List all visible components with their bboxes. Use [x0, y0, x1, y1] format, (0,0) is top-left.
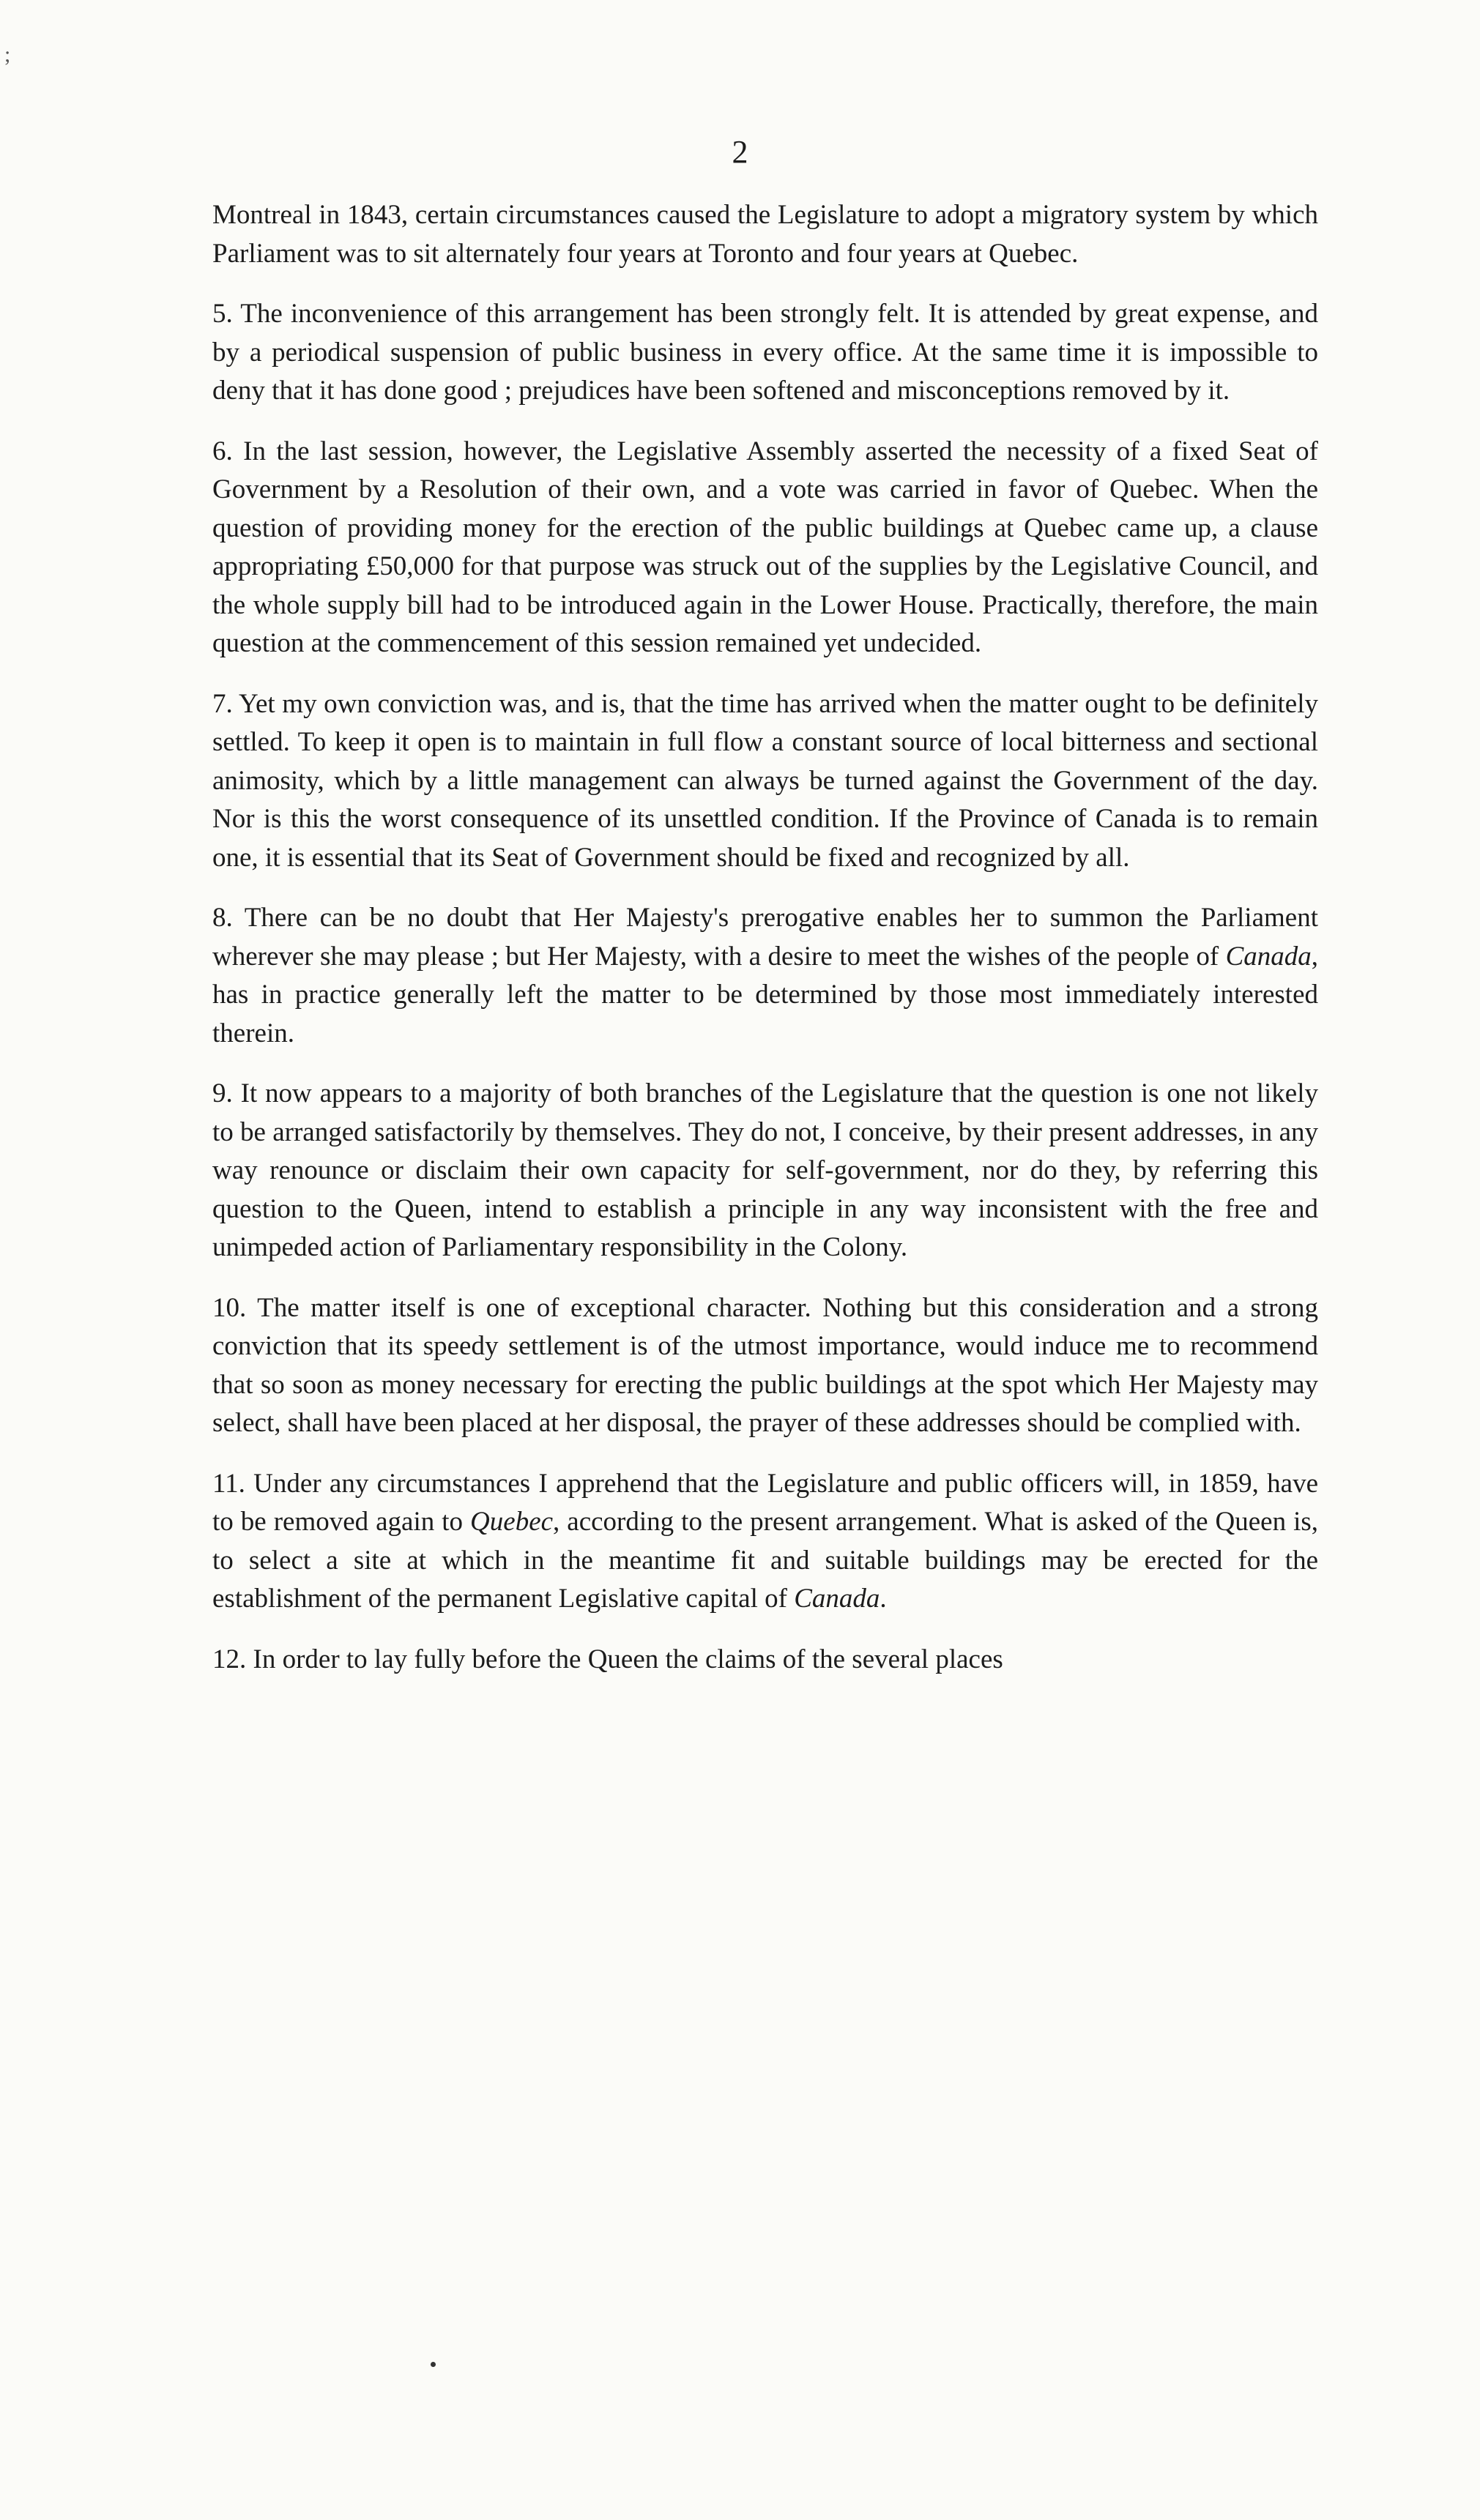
paragraph-number: 6. — [212, 436, 233, 466]
paragraph-5 — [212, 295, 1318, 411]
paragraph-number: 9. — [212, 1078, 233, 1108]
stray-mark: ; — [4, 42, 11, 67]
paragraph-text: The matter itself is one of exceptional character. Nothing but this consideration and a strong conviction that its speedy settlement is of the utmost importance, would induce me to recommend that so soon as money necessary for erecting the public buildings at the spot which Her Majesty may select, shall have been placed at her disposal, the prayer of these addresses should be complied with. — [212, 1292, 1318, 1438]
paragraph-7 — [212, 685, 1318, 878]
paragraph-text: , according to the present arrangement. What is asked of the Queen is, to select a site at which in the meantime fit and suitable buildings may be erected for the establishment of the permanent Legislative capital of — [212, 1507, 1318, 1614]
paragraph-text: Under any circumstances I apprehend that the Legislature and public officers will, in 1859, have to be removed again to — [212, 1468, 1318, 1537]
paragraph-number: 5. — [212, 299, 233, 329]
paragraph-number: 11. — [212, 1468, 245, 1499]
paragraph-11 — [212, 1465, 1318, 1619]
paragraph-text: The inconvenience of this arrangement has been strongly felt. It is attended by great expense, and by a periodical suspension of public business in every office. At the same time it is impossible to deny that it has done good ; prejudices have been softened and misconceptions removed by it. — [212, 299, 1318, 406]
paragraph-6 — [212, 433, 1318, 663]
paragraph-4-continuation — [212, 196, 1318, 273]
paragraph-text: In order to lay fully before the Queen the claims of the several places — [253, 1644, 1003, 1674]
paragraph-text: . — [880, 1584, 887, 1614]
paragraph-number: 12. — [212, 1644, 247, 1674]
paragraph-number: 7. — [212, 688, 233, 719]
body-text — [212, 196, 1318, 1701]
paragraph-9 — [212, 1075, 1318, 1267]
italic-place-name: Quebec — [470, 1507, 554, 1537]
italic-place-name: Canada — [1225, 941, 1312, 972]
paragraph-10 — [212, 1289, 1318, 1443]
page-number: 2 — [732, 134, 748, 170]
paragraph-8 — [212, 899, 1318, 1053]
paragraph-number: 10. — [212, 1292, 247, 1323]
paragraph-text: Yet my own conviction was, and is, that the time has arrived when the matter ought to be definitely settled. To keep it open is to maintain in full flow a constant source of local bitterness and sectional animosity, which by a little management can always be turned against the Government of the day. Nor is this the worst consequence of its unsettled condition. If the Province of Canada is to remain one, it is essential that its Seat of Government should be fixed and recognized by all. — [212, 688, 1318, 873]
italic-place-name: Canada — [794, 1584, 880, 1614]
paragraph-12 — [212, 1641, 1318, 1680]
paragraph-number: 8. — [212, 903, 233, 933]
paragraph-text: , has in practice generally left the matter to be determined by those most immediately interested therein. — [212, 941, 1318, 1048]
paragraph-text: In the last session, however, the Legislative Assembly asserted the necessity of a fixed Seat of Government by a Resolution of their own, and a vote was carried in favor of Quebec. When the question of providing money for the erection of the public buildings at Quebec came up, a clause appropriating £50,000 for that purpose was struck out of the supplies by the Legislative Council, and the whole supply bill had to be introduced again in the Lower House. Practically, therefore, the main question at the commencement of this session remained yet undecided. — [212, 436, 1318, 658]
paragraph-text: There can be no doubt that Her Majesty's prerogative enables her to summon the Parliament wherever she may please ; but Her Majesty, with a desire to meet the wishes of the people of — [212, 903, 1318, 972]
ink-dot — [431, 2362, 436, 2367]
paragraph-text: Montreal in 1843, certain circumstances caused the Legislature to adopt a migratory system by which Parliament was to sit alternately four years at Toronto and four years at Quebec. — [212, 200, 1318, 269]
paragraph-text: It now appears to a majority of both branches of the Legislature that the question is one not likely to be arranged satisfactorily by themselves. They do not, I conceive, by their present addresses, in any way renounce or disclaim their own capacity for self-government, nor do they, by referring this question to the Queen, intend to establish a principle in any way inconsistent with the free and unimpeded action of Parliamentary responsibility in the Colony. — [212, 1078, 1319, 1262]
